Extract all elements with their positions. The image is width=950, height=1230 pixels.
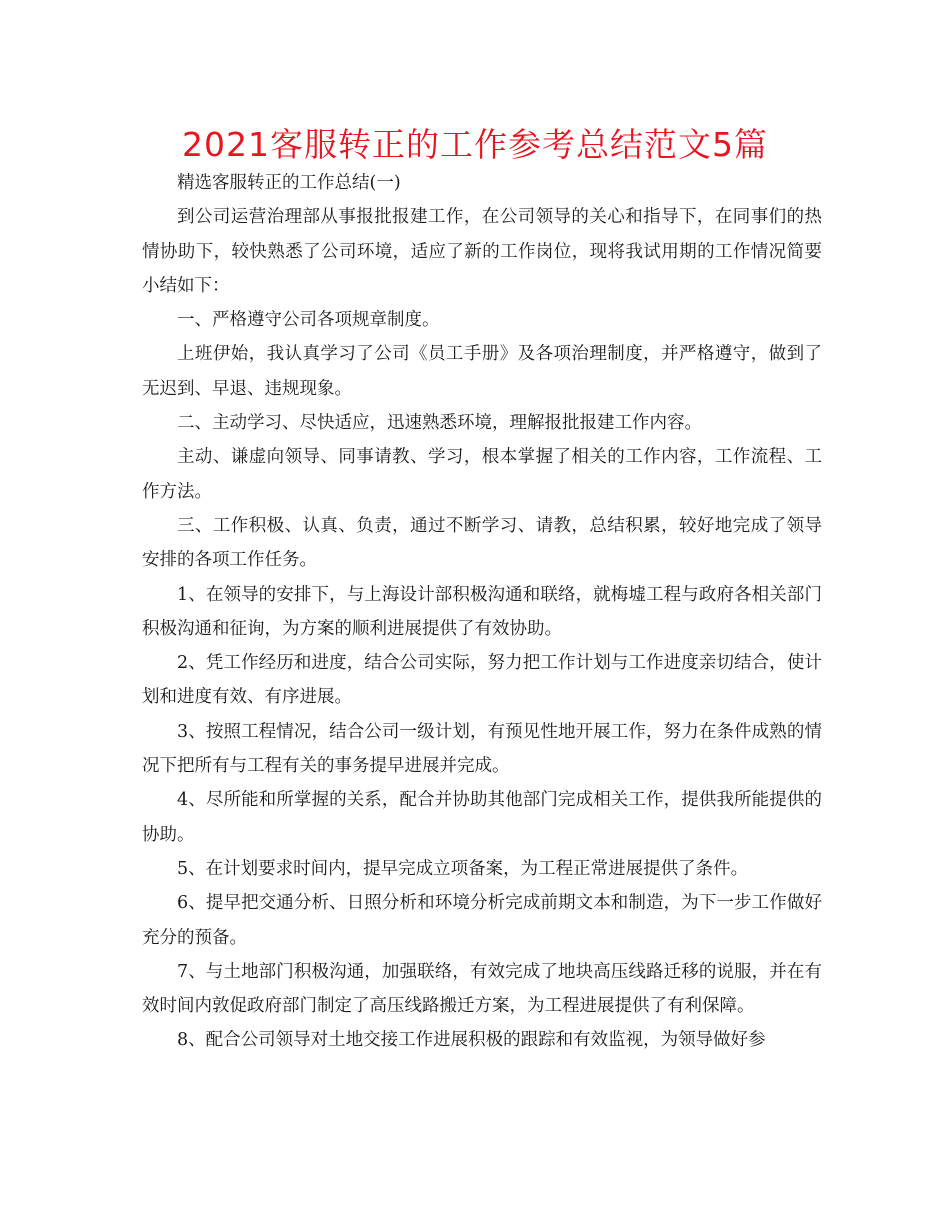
paragraph: 一、严格遵守公司各项规章制度。	[177, 310, 440, 331]
document-body	[142, 166, 822, 1058]
paragraph: 三、工作积极、认真、负责，通过不断学习、请教，总结积累，较好地完成了领导安排的各项工作任务。	[142, 515, 822, 571]
paragraph: 1、在领导的安排下，与上海设计部积极沟通和联络，就梅墟工程与政府各相关部门积极沟通和征询，为方案的顺利进展提供了有效协助。	[142, 584, 822, 639]
paragraph: 2、凭工作经历和进度，结合公司实际，努力把工作计划与工作进度亲切结合，使计划和进度有效、有序进展。	[142, 653, 822, 708]
paragraph: 8、配合公司领导对土地交接工作进展积极的跟踪和有效监视，为领导做好参	[177, 1030, 766, 1051]
paragraph: 二、主动学习、尽快适应，迅速熟悉环境，理解报批报建工作内容。	[177, 413, 702, 434]
paragraph: 精选客服转正的工作总结(一)	[177, 173, 401, 193]
paragraph: 5、在计划要求时间内，提早完成立项备案，为工程正常进展提供了条件。	[177, 858, 749, 879]
paragraph: 到公司运营治理部从事报批报建工作，在公司领导的关心和指导下，在同事们的热情协助下，较快熟悉了公司环境，适应了新的工作岗位，现将我试用期的工作情况简要小结如下：	[142, 207, 822, 296]
paragraph: 4、尽所能和所掌握的关系，配合并协助其他部门完成相关工作，提供我所能提供的协助。	[142, 790, 822, 845]
paragraph: 主动、谦虚向领导、同事请教、学习，根本掌握了相关的工作内容，工作流程、工作方法。	[142, 447, 822, 502]
paragraph: 上班伊始，我认真学习了公司《员工手册》及各项治理制度，并严格遵守，做到了无迟到、早退、违规现象。	[142, 344, 822, 399]
document-title: 2021客服转正的工作参考总结范文5篇	[182, 125, 768, 164]
paragraph: 6、提早把交通分析、日照分析和环境分析完成前期文本和制造，为下一步工作做好充分的预备。	[142, 893, 822, 948]
paragraph: 7、与土地部门积极沟通，加强联络，有效完成了地块高压线路迁移的说服，并在有效时间内敦促政府部门制定了高压线路搬迁方案，为工程进展提供了有利保障。	[142, 961, 822, 1017]
paragraph: 3、按照工程情况，结合公司一级计划，有预见性地开展工作，努力在条件成熟的情况下把所有与工程有关的事务提早进展并完成。	[142, 721, 822, 777]
